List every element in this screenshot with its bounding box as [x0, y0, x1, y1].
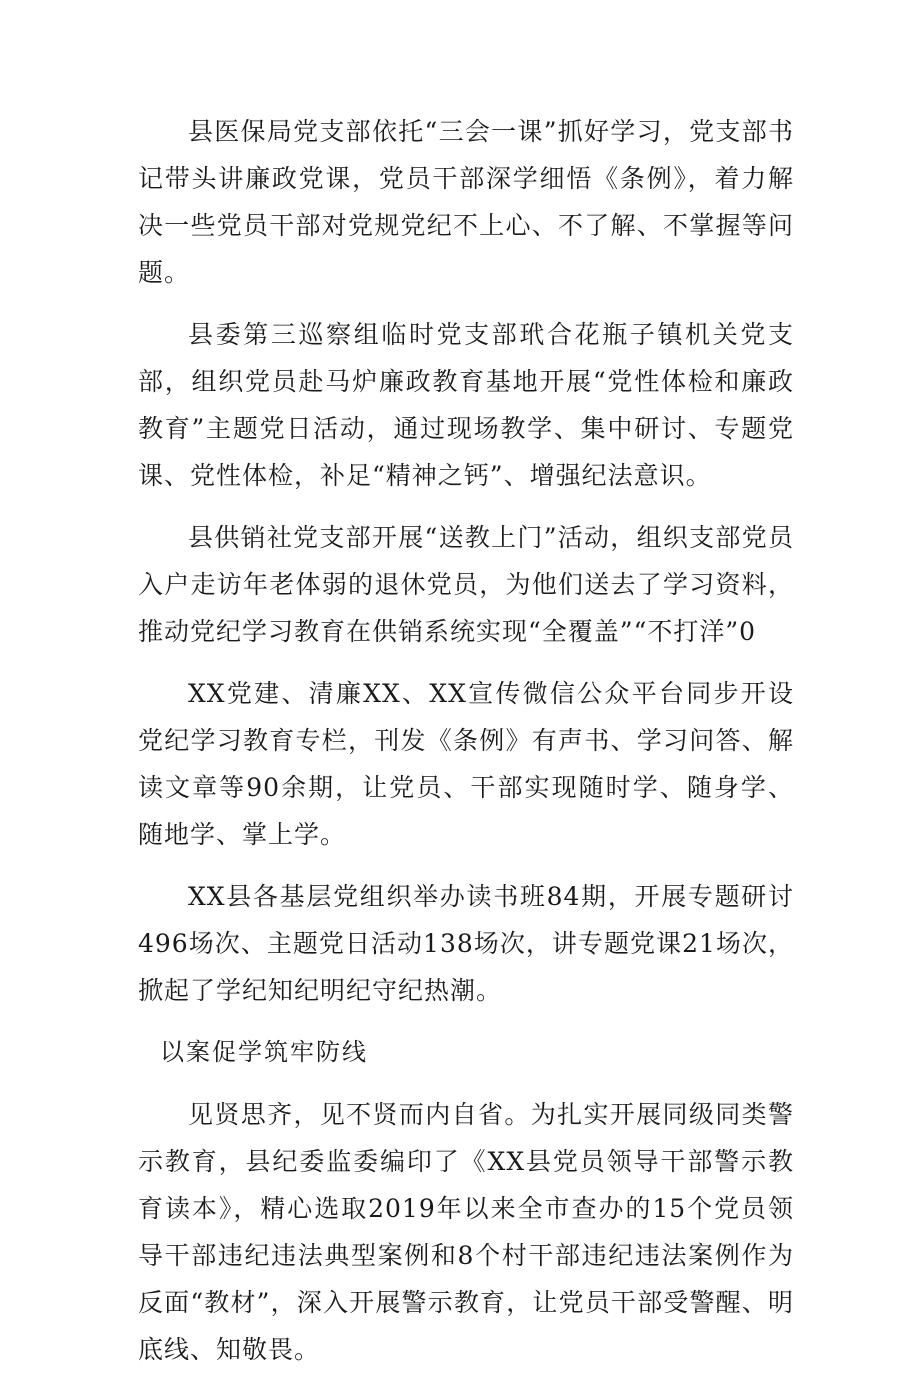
paragraph-county-statistics: XX县各基层党组织举办读书班84期，开展专题研讨496场次、主题党日活动138场次，讲专题党课21场次，掀起了学纪知纪明纪守纪热潮。 — [138, 882, 794, 1005]
paragraph-warning-education: 见贤思齐，见不贤而内自省。为扎实开展同级同类警示教育，县纪委监委编印了《XX县党员领导干部警示教育读本》，精心选取2019年以来全市查办的15个党员领导干部违纪违法典型案例和8个村干部违纪违法案例作为反面“教材”，深入开展警示教育，让党员干部受警醒、明底线、知敬畏。 — [138, 1100, 794, 1364]
document-body — [138, 108, 794, 1388]
paragraph-inspection-group: 县委第三巡察组临时党支部玳合花瓶子镇机关党支部，组织党员赴马炉廉政教育基地开展“党性体检和廉政教育”主题党日活动，通过现场教学、集中研讨、专题党课、党性体检，补足“精神之钙”、增强纪法意识。 — [138, 320, 794, 490]
paragraph-supply-cooperative: 县供销社党支部开展“送教上门”活动，组织支部党员入户走访年老体弱的退休党员，为他们送去了学习资料，推动党纪学习教育在供销系统实现“全覆盖”“不打洋”0 — [138, 523, 794, 646]
paragraph-wechat-platform: XX党建、清廉XX、XX宣传微信公众平台同步开设党纪学习教育专栏，刊发《条例》有声书、学习问答、解读文章等90余期，让党员、干部实现随时学、随身学、随地学、掌上学。 — [138, 679, 794, 849]
section-heading: 以案促学筑牢防线 — [160, 1038, 368, 1066]
paragraph-medical-insurance: 县医保局党支部依托“三会一课”抓好学习，党支部书记带头讲廉政党课，党员干部深学细悟《条例》，着力解决一些党员干部对党规党纪不上心、不了解、不掌握等问题。 — [138, 117, 794, 287]
